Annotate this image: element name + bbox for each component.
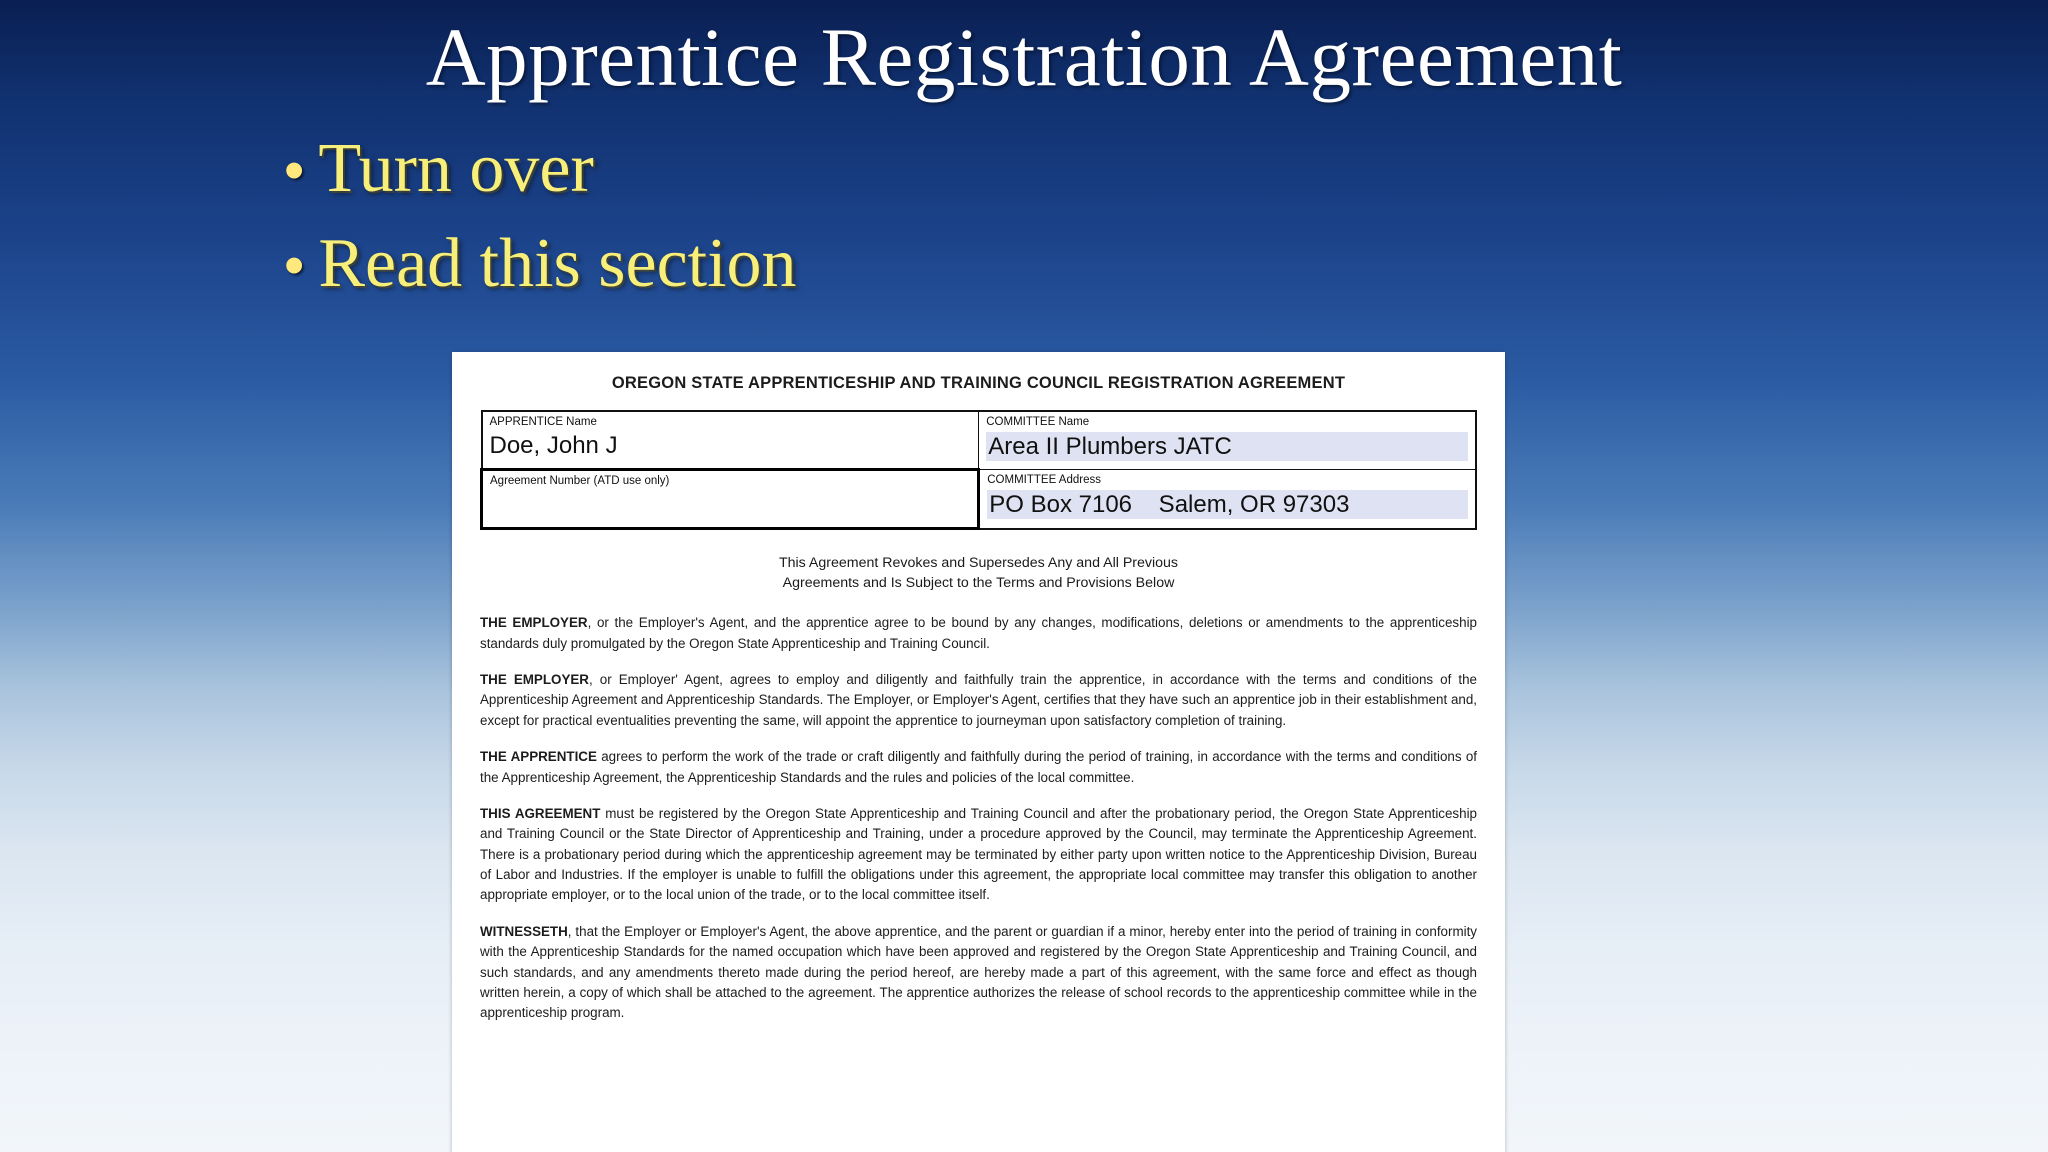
paragraph-lead: THIS AGREEMENT (480, 805, 601, 821)
field-value: Doe, John J (489, 431, 618, 459)
bullet-text: Turn over (318, 130, 594, 207)
field-committee-name (979, 411, 1476, 470)
field-label: COMMITTEE Name (986, 416, 1090, 428)
paragraph-witnesseth (480, 922, 1477, 1024)
paragraph-employer-1 (480, 613, 1477, 654)
bullet-list (284, 128, 1484, 317)
field-value: Area II Plumbers JATC (986, 432, 1468, 462)
field-label: APPRENTICE Name (489, 416, 597, 428)
paragraph-agreement (480, 804, 1477, 906)
field-value: PO Box 7106 Salem, OR 97303 (987, 490, 1468, 520)
table-row (482, 411, 1477, 470)
list-item (284, 223, 1484, 306)
page-title: Apprentice Registration Agreement (425, 11, 1623, 103)
field-committee-address (979, 470, 1476, 529)
field-agreement-number (482, 470, 979, 529)
table-row (482, 470, 1477, 529)
field-label: Agreement Number (ATD use only) (490, 475, 670, 487)
revokes-line-2: Agreements and Is Subject to the Terms and Provisions Below (782, 575, 1175, 592)
bullet-text: Read this section (318, 224, 797, 302)
revokes-statement (480, 553, 1477, 593)
paragraph-apprentice (480, 747, 1477, 788)
paragraph-lead: THE EMPLOYER (480, 672, 589, 688)
paragraph-body: , or Employer' Agent, agrees to employ and diligently and faithfully train the apprentice, in accordance with the terms and conditions of the Apprenticeship Agreement and Apprenticeship Standards. The Employer, or Employer's Agent, certifies that they have such an apprentice job in their establishment and, except for practical eventualities preventing the same, will appoint the apprentice to journeyman upon satisfactory completion of training. (480, 672, 1477, 728)
bullet-marker-icon: • (284, 232, 305, 298)
paragraph-lead: THE EMPLOYER (480, 615, 588, 631)
paragraph-body: must be registered by the Oregon State Apprenticeship and Training Council and after the probationary period, the Oregon State Apprenticeship and Training Council or the State Director of Apprenticeship and Training, under a procedure approved by the Council, may terminate the Apprenticeship Agreement. There is a probationary period during which the apprenticeship agreement may be terminated by either party upon written notice to the Apprenticeship Division, Bureau of Labor and Industries. If the employer is unable to fulfill the obligations under this agreement, the appropriate local committee may transfer this obligation to another appropriate employer, or to the local union of the trade, or to the local committee itself. (480, 805, 1477, 903)
registration-form-table (480, 410, 1477, 530)
paragraph-lead: WITNESSETH (480, 923, 568, 939)
paragraph-body: , or the Employer's Agent, and the apprentice agree to be bound by any changes, modifications, deletions or amendments to the apprenticeship standards duly promulgated by the Oregon State Apprenticeship and Training Council. (480, 615, 1477, 651)
registration-agreement-document (452, 352, 1505, 1152)
paragraph-lead: THE APPRENTICE (480, 749, 597, 765)
revokes-line-1: This Agreement Revokes and Supersedes Any and All Previous (778, 555, 1179, 571)
field-label: COMMITTEE Address (987, 474, 1101, 486)
document-heading: OREGON STATE APPRENTICESHIP AND TRAINING COUNCIL REGISTRATION AGREEMENT (611, 374, 1346, 392)
bullet-marker-icon: • (284, 138, 305, 203)
paragraph-body: agrees to perform the work of the trade or craft diligently and faithfully during the period of training, in accordance with the terms and conditions of the Apprenticeship Agreement, the Apprenticeship Standards and the rules and policies of the local committee. (480, 749, 1478, 785)
paragraph-employer-2 (480, 670, 1477, 731)
field-value (490, 491, 970, 517)
field-apprentice-name (482, 411, 979, 470)
paragraph-body: , that the Employer or Employer's Agent, the above apprentice, and the parent or guardian if a minor, hereby enter into the period of training in conformity with the Apprenticeship Standards for the named occupation which have been approved and registered by the Oregon State Apprenticeship and Training Council, and such standards, and any amendments thereto made during the period hereof, are hereby made a part of this agreement, with the same force and effect as though written herein, a copy of which shall be attached to the agreement. The apprentice authorizes the release of school records to the apprenticeship committee while in the apprenticeship program. (480, 923, 1477, 1021)
list-item (284, 128, 1484, 211)
